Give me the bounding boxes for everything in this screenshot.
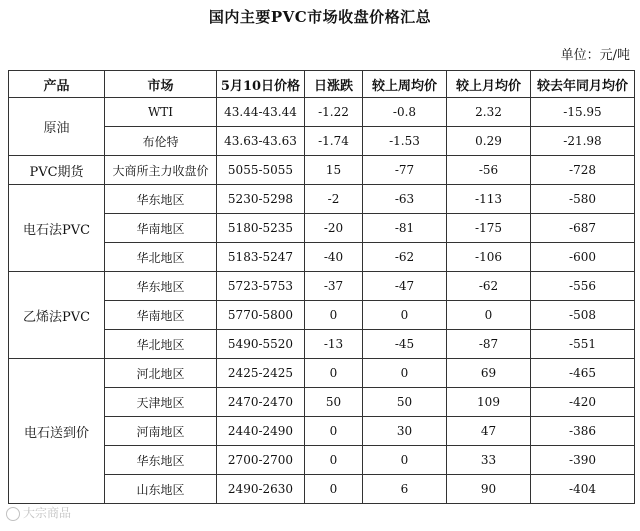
vs-week-cell: 0 <box>363 359 447 388</box>
daily-change-cell: 15 <box>305 156 363 185</box>
product-cell: 乙烯法PVC <box>9 272 105 359</box>
vs-week-cell: -81 <box>363 214 447 243</box>
vs-week-cell: -62 <box>363 243 447 272</box>
vs-month-cell: 0.29 <box>447 127 531 156</box>
table-body <box>9 98 635 504</box>
col-header-daily-change: 日涨跌 <box>305 71 363 98</box>
vs-month-cell: -87 <box>447 330 531 359</box>
price-table <box>8 70 635 504</box>
market-cell: 天津地区 <box>105 388 217 417</box>
vs-week-cell: -1.53 <box>363 127 447 156</box>
vs-year-cell: -390 <box>531 446 635 475</box>
unit-label: 单位：元/吨 <box>560 48 630 63</box>
market-cell: 河南地区 <box>105 417 217 446</box>
market-cell: 华北地区 <box>105 243 217 272</box>
price-cell: 2490-2630 <box>217 475 305 504</box>
vs-week-cell: -47 <box>363 272 447 301</box>
vs-year-cell: -21.98 <box>531 127 635 156</box>
price-cell: 5770-5800 <box>217 301 305 330</box>
vs-year-cell: -556 <box>531 272 635 301</box>
daily-change-cell: 0 <box>305 301 363 330</box>
daily-change-cell: -37 <box>305 272 363 301</box>
daily-change-cell: 0 <box>305 359 363 388</box>
market-cell: 华东地区 <box>105 272 217 301</box>
market-cell: 大商所主力收盘价 <box>105 156 217 185</box>
col-header-product: 产品 <box>9 71 105 98</box>
vs-month-cell: -62 <box>447 272 531 301</box>
vs-month-cell: -106 <box>447 243 531 272</box>
watermark <box>6 504 71 521</box>
price-cell: 5723-5753 <box>217 272 305 301</box>
vs-month-cell: 33 <box>447 446 531 475</box>
vs-week-cell: -0.8 <box>363 98 447 127</box>
vs-week-cell: 0 <box>363 301 447 330</box>
vs-month-cell: 69 <box>447 359 531 388</box>
vs-year-cell: -580 <box>531 185 635 214</box>
daily-change-cell: -20 <box>305 214 363 243</box>
vs-month-cell: -113 <box>447 185 531 214</box>
product-cell: PVC期货 <box>9 156 105 185</box>
daily-change-cell: -40 <box>305 243 363 272</box>
col-header-vs-month: 较上月均价 <box>447 71 531 98</box>
price-cell: 5490-5520 <box>217 330 305 359</box>
vs-week-cell: 50 <box>363 388 447 417</box>
vs-year-cell: -420 <box>531 388 635 417</box>
page-title: 国内主要PVC市场收盘价格汇总 <box>208 8 432 26</box>
vs-week-cell: 30 <box>363 417 447 446</box>
market-cell: 华北地区 <box>105 330 217 359</box>
vs-week-cell: -63 <box>363 185 447 214</box>
daily-change-cell: -1.22 <box>305 98 363 127</box>
col-header-price: 5月10日价格 <box>217 71 305 98</box>
product-cell: 电石送到价 <box>9 359 105 504</box>
daily-change-cell: 0 <box>305 417 363 446</box>
table-row <box>9 185 635 214</box>
daily-change-cell: 0 <box>305 446 363 475</box>
vs-year-cell: -728 <box>531 156 635 185</box>
vs-year-cell: -465 <box>531 359 635 388</box>
price-cell: 2700-2700 <box>217 446 305 475</box>
vs-month-cell: -56 <box>447 156 531 185</box>
table-row <box>9 359 635 388</box>
product-cell: 原油 <box>9 98 105 156</box>
vs-week-cell: -77 <box>363 156 447 185</box>
table-row <box>9 98 635 127</box>
vs-week-cell: 6 <box>363 475 447 504</box>
price-cell: 2470-2470 <box>217 388 305 417</box>
vs-year-cell: -600 <box>531 243 635 272</box>
market-cell: 华南地区 <box>105 214 217 243</box>
vs-year-cell: -551 <box>531 330 635 359</box>
vs-month-cell: 109 <box>447 388 531 417</box>
vs-week-cell: -45 <box>363 330 447 359</box>
vs-year-cell: -404 <box>531 475 635 504</box>
daily-change-cell: 0 <box>305 475 363 504</box>
market-cell: 河北地区 <box>105 359 217 388</box>
vs-month-cell: 47 <box>447 417 531 446</box>
watermark-logo-icon <box>6 507 20 521</box>
daily-change-cell: -13 <box>305 330 363 359</box>
table-row <box>9 156 635 185</box>
market-cell: 布伦特 <box>105 127 217 156</box>
price-cell: 5055-5055 <box>217 156 305 185</box>
daily-change-cell: 50 <box>305 388 363 417</box>
price-cell: 43.44-43.44 <box>217 98 305 127</box>
watermark-text: 大宗商品 <box>23 506 72 520</box>
vs-month-cell: 2.32 <box>447 98 531 127</box>
daily-change-cell: -1.74 <box>305 127 363 156</box>
col-header-vs-year: 较去年同月均价 <box>531 71 635 98</box>
daily-change-cell: -2 <box>305 185 363 214</box>
vs-month-cell: 90 <box>447 475 531 504</box>
price-cell: 5180-5235 <box>217 214 305 243</box>
price-cell: 5230-5298 <box>217 185 305 214</box>
vs-year-cell: -386 <box>531 417 635 446</box>
table-header-row <box>9 71 635 98</box>
market-cell: 山东地区 <box>105 475 217 504</box>
table-row <box>9 272 635 301</box>
market-cell: 华南地区 <box>105 301 217 330</box>
vs-month-cell: 0 <box>447 301 531 330</box>
price-cell: 2425-2425 <box>217 359 305 388</box>
price-cell: 5183-5247 <box>217 243 305 272</box>
vs-year-cell: -508 <box>531 301 635 330</box>
vs-year-cell: -687 <box>531 214 635 243</box>
price-cell: 43.63-43.63 <box>217 127 305 156</box>
vs-month-cell: -175 <box>447 214 531 243</box>
market-cell: WTI <box>105 98 217 127</box>
market-cell: 华东地区 <box>105 185 217 214</box>
product-cell: 电石法PVC <box>9 185 105 272</box>
vs-week-cell: 0 <box>363 446 447 475</box>
col-header-vs-week: 较上周均价 <box>363 71 447 98</box>
price-cell: 2440-2490 <box>217 417 305 446</box>
vs-year-cell: -15.95 <box>531 98 635 127</box>
market-cell: 华东地区 <box>105 446 217 475</box>
col-header-market: 市场 <box>105 71 217 98</box>
